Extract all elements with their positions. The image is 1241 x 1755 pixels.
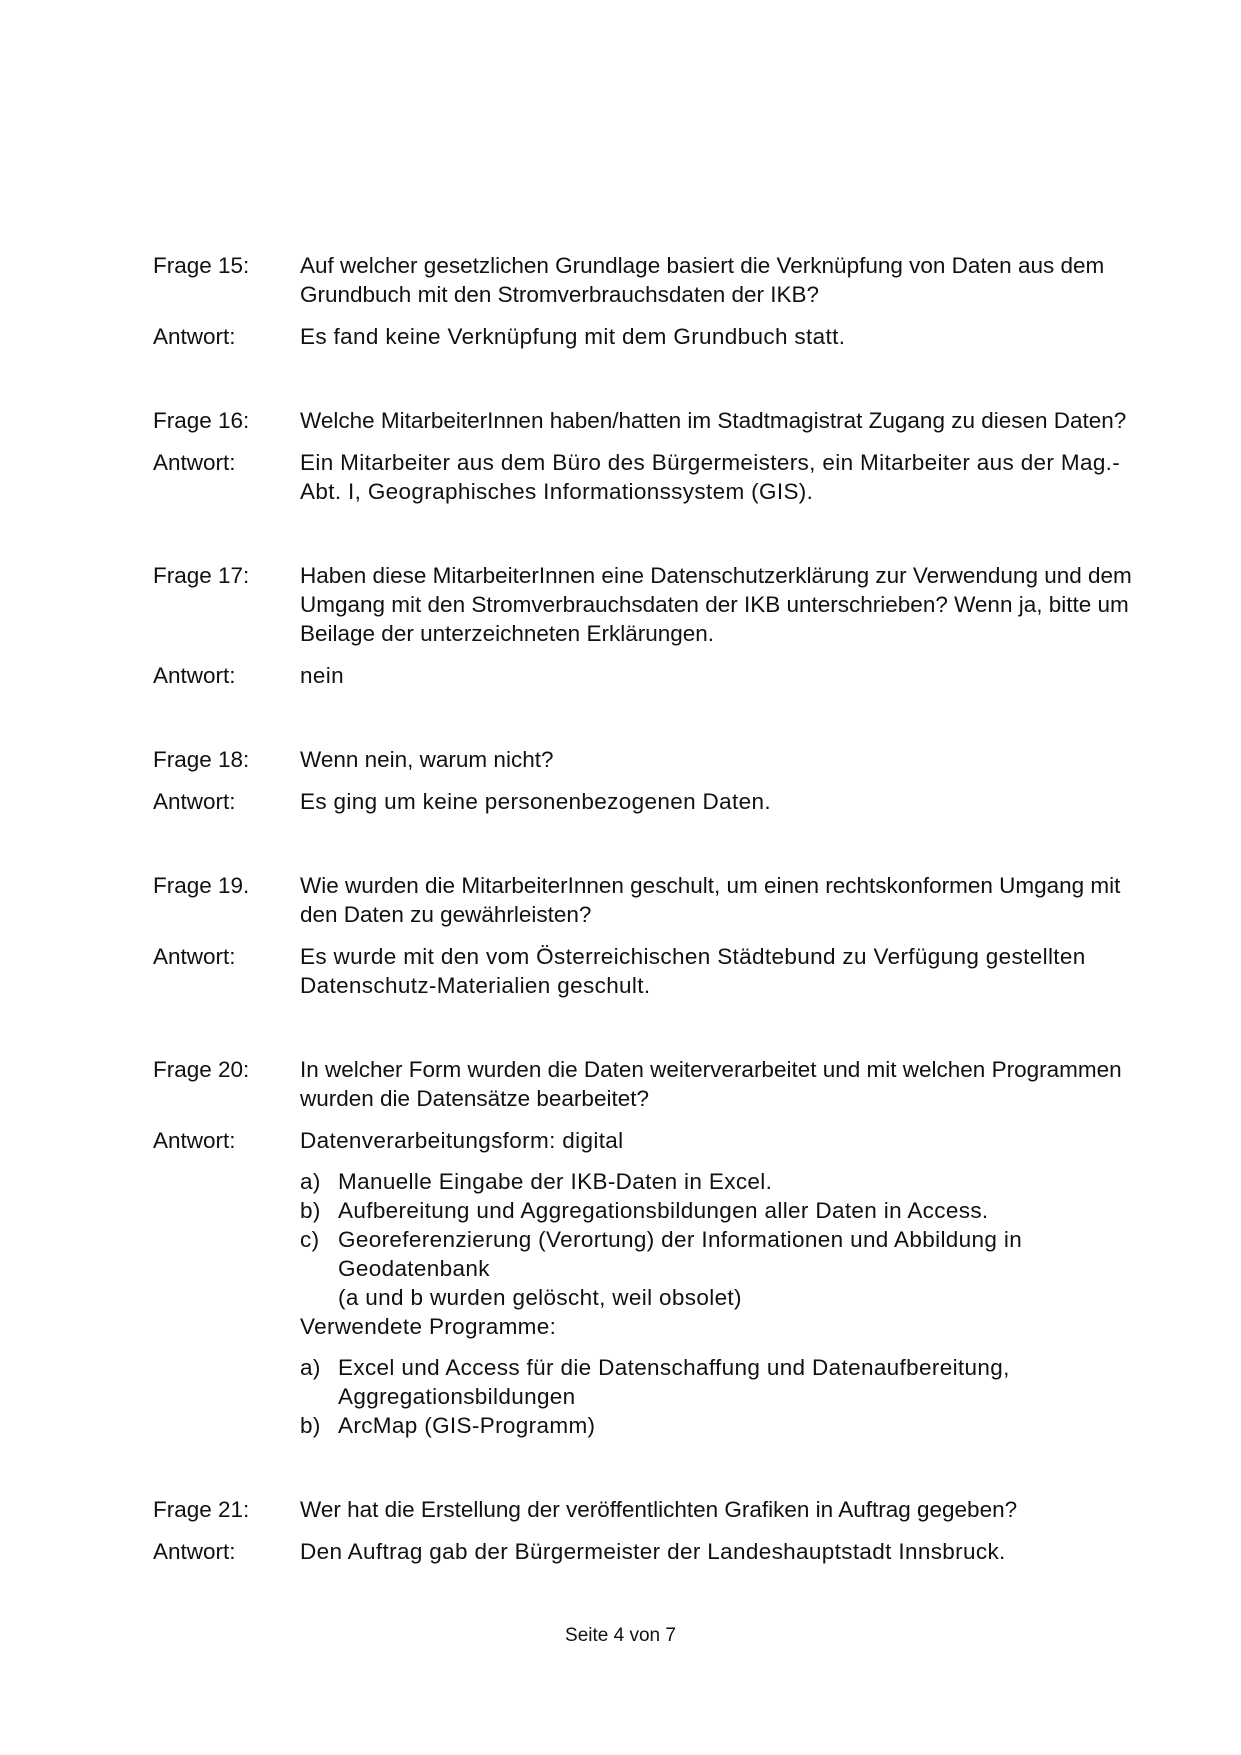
answer-label: Antwort: [153,789,236,814]
list-marker: a) [300,1169,321,1194]
answer-text: Es wurde mit den vom Österreichischen Städtebund zu Verfügung gestellten Datenschutz-Materialien geschult. [300,944,1086,998]
page-number: Seite 4 von 7 [565,1625,676,1646]
question-label: Frage 15: [153,253,250,278]
list-marker: a) [300,1355,321,1380]
question-text: Wenn nein, warum nicht? [300,747,554,772]
question-text: Wie wurden die MitarbeiterInnen geschult, um einen rechtskonformen Umgang mit den Daten zu gewährleisten? [300,873,1121,927]
question-text: Haben diese MitarbeiterInnen eine Datenschutzerklärung zur Verwendung und dem Umgang mit den Stromverbrauchsdaten der IKB unterschrieben? Wenn ja, bitte um Beilage der unterzeichneten Erklärungen. [300,563,1132,646]
answer-label: Antwort: [153,324,236,349]
qa-block-20 [153,1055,1143,1440]
qa-block-18 [153,745,1143,816]
question-label: Frage 18: [153,747,250,772]
qa-block-17 [153,561,1143,690]
list-item-text: Manuelle Eingabe der IKB-Daten in Excel. [338,1169,773,1194]
answer-text: nein [300,663,344,688]
processing-form-list [300,1167,1143,1312]
list-marker: b) [300,1198,321,1223]
question-label: Frage 16: [153,408,250,433]
answer-label: Antwort: [153,1539,236,1564]
question-label: Frage 17: [153,563,250,588]
question-text: Wer hat die Erstellung der veröffentlichten Grafiken in Auftrag gegeben? [300,1497,1018,1522]
answer-label: Antwort: [153,450,236,475]
list-marker: b) [300,1413,321,1438]
qa-block-21 [153,1495,1143,1566]
question-label: Frage 20: [153,1057,250,1082]
list-item-text: ArcMap (GIS-Programm) [338,1413,596,1438]
list-item-text: Aufbereitung und Aggregationsbildungen aller Daten in Access. [338,1198,989,1223]
qa-block-19 [153,871,1143,1000]
answer-label: Antwort: [153,944,236,969]
list-item [300,1353,1143,1411]
list-item-text: Excel und Access für die Datenschaffung und Datenaufbereitung, Aggregationsbildungen [338,1355,1010,1409]
programs-list [300,1353,1143,1440]
question-label: Frage 21: [153,1497,250,1522]
qa-block-16 [153,406,1143,506]
qa-block-15 [153,251,1143,351]
list-item [300,1225,1143,1283]
question-label: Frage 19. [153,873,250,898]
question-text: Auf welcher gesetzlichen Grundlage basiert die Verknüpfung von Daten aus dem Grundbuch mit den Stromverbrauchsdaten der IKB? [300,253,1105,307]
processing-form-line: Datenverarbeitungsform: digital [300,1128,624,1153]
answer-text: Den Auftrag gab der Bürgermeister der Landeshauptstadt Innsbruck. [300,1539,1006,1564]
list-item [300,1411,1143,1440]
programs-title: Verwendete Programme: [300,1314,557,1339]
question-text: In welcher Form wurden die Daten weiterverarbeitet und mit welchen Programmen wurden die Datensätze bearbeitet? [300,1057,1122,1111]
list-item-text: Georeferenzierung (Verortung) der Informationen und Abbildung in Geodatenbank [338,1227,1023,1281]
list-item [300,1167,1143,1196]
answer-label: Antwort: [153,663,236,688]
answer-text: Ein Mitarbeiter aus dem Büro des Bürgermeisters, ein Mitarbeiter aus der Mag.-Abt. I, Geographisches Informationssystem (GIS). [300,450,1121,504]
answer-text: Es fand keine Verknüpfung mit dem Grundbuch statt. [300,324,846,349]
question-text: Welche MitarbeiterInnen haben/hatten im Stadtmagistrat Zugang zu diesen Daten? [300,408,1127,433]
list-item [300,1196,1143,1225]
list-note: (a und b wurden gelöscht, weil obsolet) [338,1285,742,1310]
document-body [153,251,1143,1621]
answer-label: Antwort: [153,1128,236,1153]
list-marker: c) [300,1227,320,1252]
answer-text: Es ging um keine personenbezogenen Daten. [300,789,771,814]
